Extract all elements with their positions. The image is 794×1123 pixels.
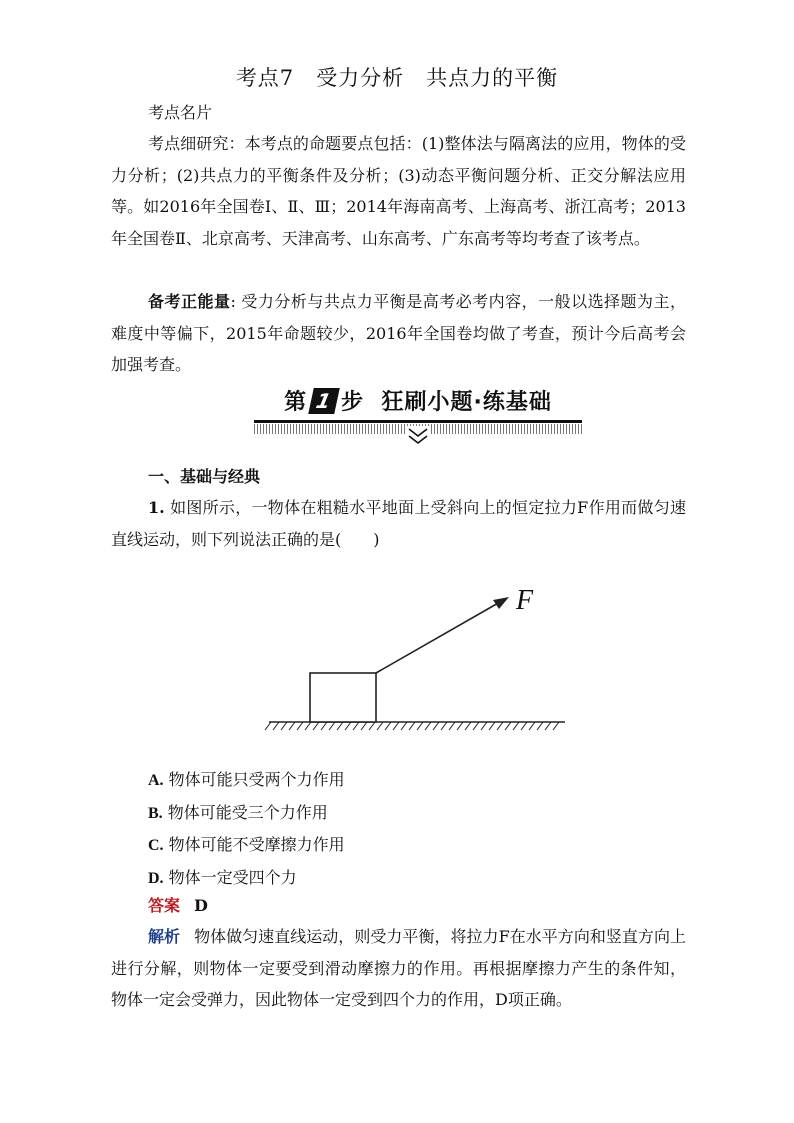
option-a: A. 物体可能只受两个力作用 — [148, 770, 345, 789]
card-heading: 考点名片 — [148, 103, 213, 122]
force-label: F — [516, 585, 534, 616]
analysis-label: 解析 — [148, 927, 181, 946]
page-title — [0, 62, 794, 92]
prep-paragraph — [111, 286, 686, 381]
banner-title — [254, 385, 582, 416]
question-paragraph — [111, 492, 686, 555]
ground-hatching — [265, 722, 559, 730]
analysis-paragraph — [111, 921, 686, 1016]
option-b: B. 物体可能受三个力作用 — [148, 802, 328, 822]
block — [310, 673, 376, 722]
double-chevron-down-icon — [406, 426, 430, 446]
study-paragraph — [111, 128, 686, 254]
banner-prefix: 第 — [284, 390, 308, 415]
force-arrow — [376, 602, 500, 673]
answer-value: D — [194, 896, 208, 915]
section-heading: 一、基础与经典 — [148, 467, 261, 486]
title-topic-number: 考点7 — [235, 66, 295, 90]
study-text: 本考点的命题要点包括：(1)整体法与隔离法的应用，物体的受力分析；(2)共点力的平衡条件及分析；(3)动态平衡问题分析、正交分解法应用等。如2016年全国卷Ⅰ、Ⅱ、Ⅲ；2014年海南高考、上海高考、浙江高考；2013年全国卷Ⅱ、北京高考、天津高考、山东高考、广东高考等均考查了该考点。 — [111, 134, 686, 248]
question-text: 如图所示，一物体在粗糙水平地面上受斜向上的恒定拉力F作用而做匀速直线运动，则下列说法正确的是( ) — [111, 498, 686, 549]
answer-label: 答案 — [148, 896, 181, 915]
banner-step-number: 1 — [308, 388, 340, 414]
title-topic-name: 受力分析 — [316, 66, 405, 90]
arrow-head-icon — [493, 597, 509, 609]
prep-text: : 受力分析与共点力平衡是高考必考内容，一般以选择题为主，难度中等偏下，2015年命题较少，2016年全国卷均做了考查，预计今后高考会加强考查。 — [111, 292, 686, 374]
answer-line — [148, 893, 208, 916]
banner-text: 狂刷小题·练基础 — [381, 390, 552, 415]
question-number: 1. — [148, 498, 165, 517]
options-list — [148, 764, 345, 894]
step-banner — [254, 383, 582, 451]
banner-rule — [254, 420, 582, 423]
force-diagram — [237, 562, 565, 758]
prep-label: 备考正能量 — [148, 292, 231, 311]
option-d: D. 物体一定受四个力 — [148, 867, 297, 887]
study-label: 考点细研究： — [148, 134, 245, 153]
title-topic-subname: 共点力的平衡 — [426, 66, 559, 90]
banner-suffix: 步 — [341, 390, 365, 415]
option-c: C. 物体可能不受摩擦力作用 — [148, 835, 345, 854]
analysis-text: 物体做匀速直线运动，则受力平衡，将拉力F在水平方向和竖直方向上进行分解，则物体一定要受到滑动摩擦力的作用。再根据摩擦力产生的条件知，物体一定会受弹力，因此物体一定受到四个力的作用，D项正确。 — [111, 927, 686, 1009]
